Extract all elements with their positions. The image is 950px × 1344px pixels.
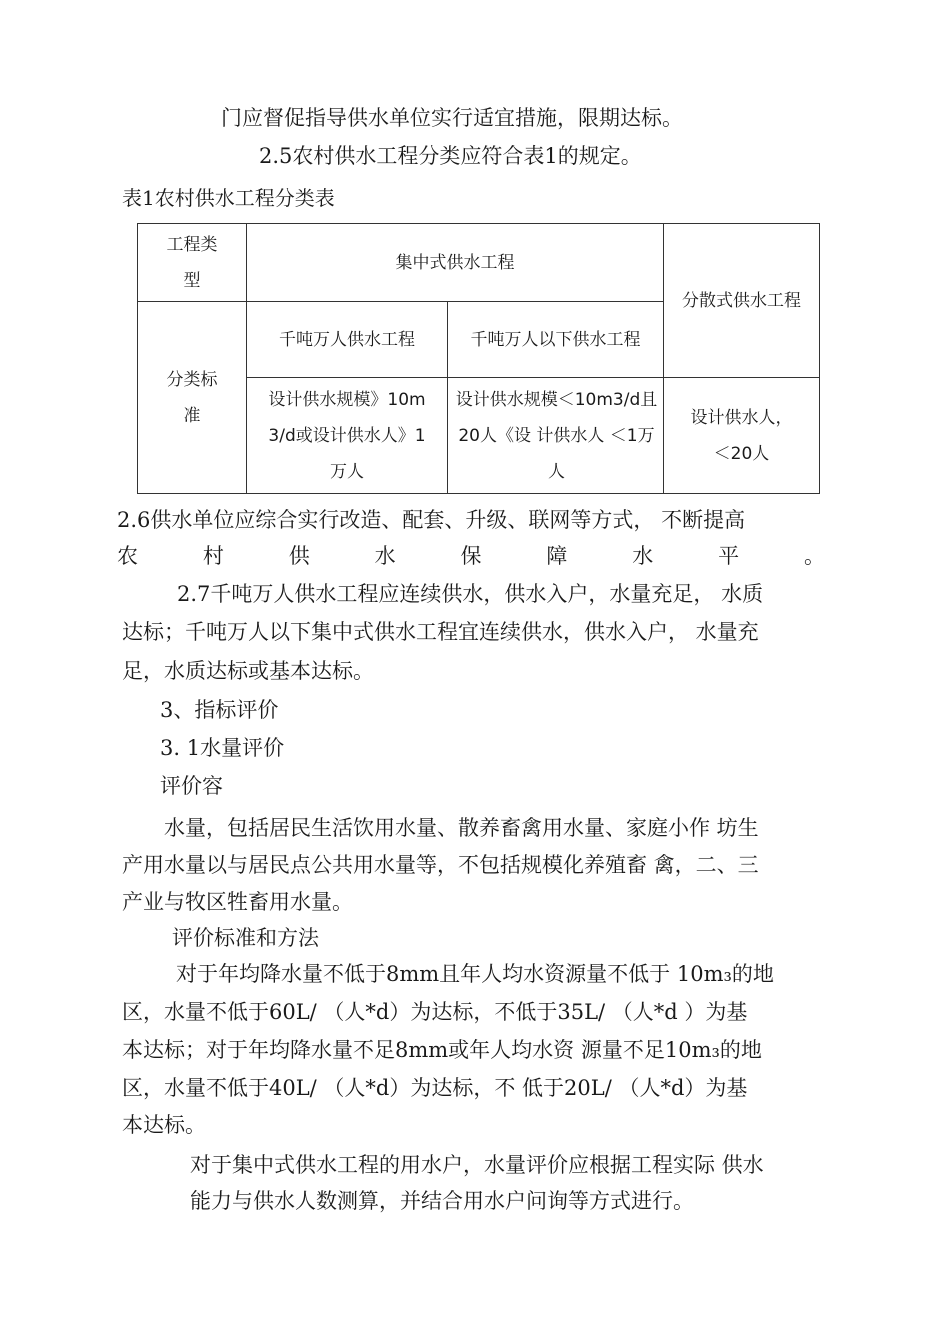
line-intro: 门应督促指导供水单位实行适宜措施，限期达标。 [221, 106, 683, 130]
header-large-scale: 千吨万人供水工程 [247, 302, 448, 378]
line-std-b: 区，水量不低于60L/ （人*d）为达标，不低于35L/ （人*d ）为基 [122, 1000, 748, 1024]
line-2-5: 2.5农村供水工程分类应符合表1的规定。 [259, 144, 642, 168]
line-central-b: 能力与供水人数测算，并结合用水户问询等方式进行。 [190, 1189, 694, 1213]
header-centralized: 集中式供水工程 [247, 224, 664, 302]
line-water-c: 产业与牧区牲畜用水量。 [122, 890, 353, 914]
heading-3: 3、指标评价 [160, 698, 279, 722]
spaced-char: 水 [632, 544, 654, 568]
header-project-type: 工程类型 [138, 224, 247, 302]
spaced-char: 水 [374, 544, 396, 568]
line-2-6-a: 2.6供水单位应综合实行改造、配套、升级、联网等方式， 不断提高 [117, 508, 746, 532]
line-std-d: 区，水量不低于40L/ （人*d）为达标，不 低于20L/ （人*d）为基 [122, 1076, 748, 1100]
header-dispersed: 分散式供水工程 [664, 224, 820, 378]
heading-eval-content: 评价容 [160, 774, 223, 798]
spaced-char: 平 [718, 544, 740, 568]
criteria-large-scale: 设计供水规模》10m3/d或设计供水人》1万人 [247, 378, 448, 494]
classification-table [137, 223, 820, 494]
heading-method: 评价标准和方法 [172, 926, 319, 950]
line-std-a: 对于年均降水量不低于8mm且年人均水资源量不低于 10m₃的地 [176, 962, 774, 986]
criteria-dispersed: 设计供水人，＜20人 [664, 378, 820, 494]
spaced-char: 障 [546, 544, 568, 568]
line-std-c: 本达标；对于年均降水量不足8mm或年人均水资 源量不足10m₃的地 [122, 1038, 762, 1062]
criteria-small-scale: 设计供水规模＜10m3/d且20人《设 计供水人 ＜1万人 [448, 378, 664, 494]
line-central-a: 对于集中式供水工程的用水户，水量评价应根据工程实际 供水 [190, 1153, 764, 1177]
spaced-char: 村 [202, 544, 224, 568]
spaced-char: 农 [117, 544, 138, 568]
table-caption: 表1农村供水工程分类表 [122, 186, 335, 210]
spaced-char: 供 [288, 544, 310, 568]
line-2-7-a: 2.7千吨万人供水工程应连续供水，供水入户，水量充足， 水质 [177, 582, 764, 606]
heading-3-1: 3. 1水量评价 [160, 736, 285, 760]
spaced-char: 保 [460, 544, 482, 568]
line-water-b: 产用水量以与居民点公共用水量等，不包括规模化养殖畜 禽，二、三 [122, 853, 759, 877]
header-criteria: 分类标准 [138, 302, 247, 494]
line-2-6-b [117, 542, 825, 570]
line-2-7-c: 足，水质达标或基本达标。 [122, 659, 374, 683]
line-water-a: 水量，包括居民生活饮用水量、散养畜禽用水量、家庭小作 坊生 [164, 816, 759, 840]
spaced-char: 。 [804, 544, 825, 568]
line-2-7-b: 达标；千吨万人以下集中式供水工程宜连续供水，供水入户， 水量充 [122, 620, 759, 644]
header-small-scale: 千吨万人以下供水工程 [448, 302, 664, 378]
line-std-e: 本达标。 [122, 1113, 206, 1137]
